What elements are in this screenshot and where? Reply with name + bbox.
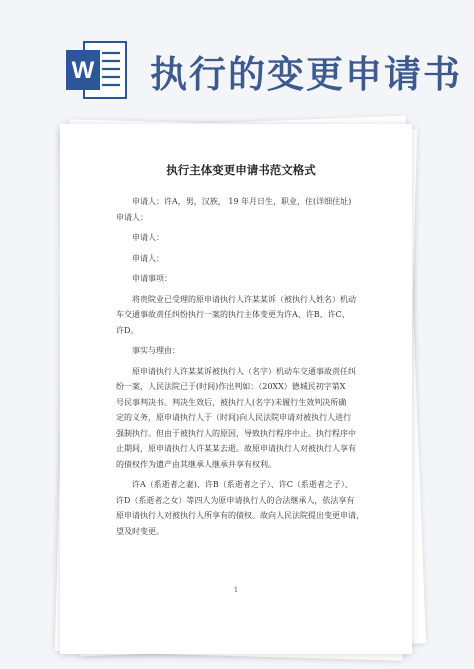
page-number: 1 [233, 586, 239, 594]
doc-line: 车交通事故责任纠纷执行一案的执行主体变更为许A、许B、许C、 [116, 310, 350, 319]
page-title: 执行的变更申请书 [150, 53, 462, 96]
doc-line: 申请人：许A，男，汉族， 19 年月日生，职业，住(详细住址) [132, 197, 352, 206]
doc-line: 原申请执行人对被执行人所享有的债权。故向人民法院提出变更申请， [116, 511, 364, 520]
doc-line: 止期间，原申请执行人许某某去逝。故原申请执行人对被执行人享有 [116, 444, 356, 453]
doc-line: 申请人： [116, 212, 148, 222]
header-banner [0, 0, 474, 118]
doc-line: 申请人： [132, 253, 164, 263]
document-page [60, 124, 412, 654]
doc-line: 望及时变更。 [116, 526, 164, 536]
doc-line: 将贵院业已受理的原申请执行人许某某诉（被执行人姓名）机动 [132, 294, 356, 304]
doc-line: 许D（系逝者之女）等四人为原申请执行人的合法继承人，依法享有 [116, 495, 355, 505]
doc-line: 申请人： [132, 233, 164, 242]
doc-line: 号民事判决书。判决生效后，被执行人(名字)未履行生效判决所确 [116, 397, 347, 407]
doc-line: 许A（系逝者之妻)、许B（系逝者之子）、许C（系逝者之子）、 [132, 480, 353, 489]
doc-line: 事实与理由： [132, 346, 180, 355]
doc-line: 的债权作为遗产由其继承人继承并享有权利。 [116, 459, 276, 469]
doc-line: 定的义务，原申请执行人于（时间)向人民法院申请对被执行人进行 [116, 413, 352, 422]
doc-line: 申请事项： [132, 274, 172, 283]
word-icon-letter: W [71, 57, 95, 84]
word-document-icon [66, 40, 128, 100]
doc-line: 纷一案，人民法院已于(时间)作出判如：（20XX）德城民初字第X [116, 382, 346, 391]
doc-line: 强制执行。但由于被执行人的原因，导致执行程序中止。执行程序中 [116, 428, 356, 438]
document-title: 执行主体变更申请书范文格式 [166, 163, 316, 177]
doc-line: 许D。 [116, 325, 139, 335]
doc-line: 原申请执行人许某某诉被执行人（名字）机动车交通事故责任纠 [132, 366, 356, 376]
